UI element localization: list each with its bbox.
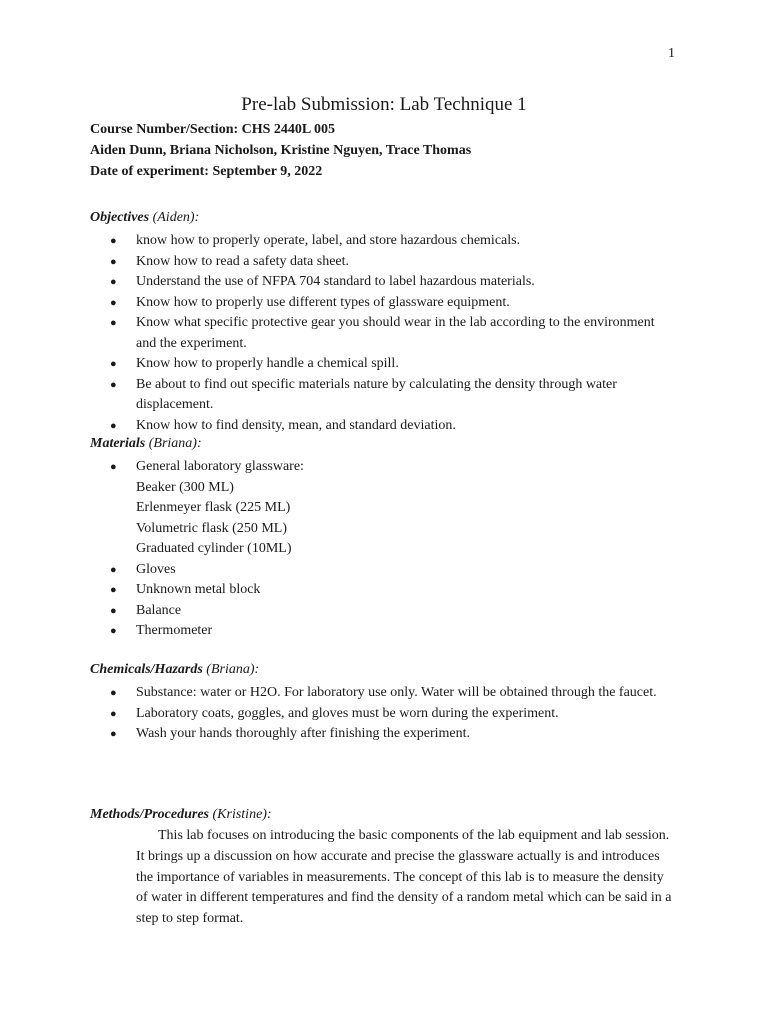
methods-author: (Kristine): (209, 807, 272, 822)
bullet-icon: ● (110, 604, 117, 617)
methods-paragraph: This lab focuses on introducing the basic components of the lab equipment and lab session. It brings up a discussion on how accurate and precise the glassware actually is and introduces the importance of variables in measurements. The concept of this lab is to measure the density of water in different temperatures and find the density of a random metal which can be said in a step to step format. (136, 828, 672, 927)
bullet-icon: ● (110, 255, 117, 268)
list-item: ● know how to properly operate, label, and store hazardous chemicals. (90, 231, 670, 252)
course-line: Course Number/Section: CHS 2440L 005 (90, 122, 335, 137)
list-item: ● Balance (90, 601, 670, 622)
bullet-icon: ● (110, 358, 117, 370)
glassware-item: Beaker (300 ML) (136, 479, 234, 495)
bullet-icon: ● (110, 728, 117, 740)
list-item: ● Know how to find density, mean, and standard deviation. (90, 416, 670, 437)
glassware-item: Erlenmeyer flask (225 ML) (136, 500, 291, 515)
bullet-icon: ● (110, 563, 117, 576)
bullet-icon: ● (110, 419, 117, 432)
materials-list (90, 457, 670, 642)
authors-line: Aiden Dunn, Briana Nicholson, Kristine Nguyen, Trace Thomas (90, 143, 472, 158)
bullet-icon: ● (110, 378, 117, 391)
list-item: ● Understand the use of NFPA 704 standard to label hazardous materials. (90, 272, 670, 293)
list-item: ● Wash your hands thoroughly after finishing the experiment. (90, 724, 670, 745)
bullet-icon: ● (110, 625, 117, 637)
materials-author: (Briana): (145, 436, 202, 451)
list-item: ● Know how to read a safety data sheet. (90, 252, 670, 273)
list-item (90, 457, 670, 560)
methods-label: Methods/Procedures (90, 807, 209, 822)
list-item: ● Know how to properly use different types of glassware equipment. (90, 293, 670, 314)
list-item: ● Substance: water or H2O. For laboratory use only. Water will be obtained through the faucet. (90, 683, 670, 704)
list-item: ● Unknown metal block (90, 580, 670, 601)
bullet-icon: ● (110, 461, 117, 473)
materials-heading (90, 436, 202, 452)
glassware-title: General laboratory glassware: (136, 459, 304, 474)
bullet-icon: ● (110, 276, 117, 288)
list-item: ● Know what specific protective gear you should wear in the lab according to the environment and the experiment. (110, 315, 655, 351)
list-item: ● Know how to properly handle a chemical spill. (90, 354, 670, 375)
chemicals-list (90, 683, 670, 745)
document-title: Pre-lab Submission: Lab Technique 1 (241, 94, 527, 115)
bullet-icon: ● (110, 235, 117, 247)
bullet-icon: ● (110, 687, 117, 699)
date-line: Date of experiment: September 9, 2022 (90, 164, 323, 179)
chemicals-label: Chemicals/Hazards (90, 662, 203, 677)
list-item: ● Thermometer (90, 621, 670, 642)
objectives-list (90, 231, 670, 436)
bullet-icon: ● (110, 707, 117, 720)
bullet-icon: ● (110, 317, 117, 329)
list-item: ● Laboratory coats, goggles, and gloves must be worn during the experiment. (90, 704, 670, 725)
list-item: ● Be about to find out specific materials nature by calculating the density through water displacement. (110, 376, 617, 412)
list-item: ● Gloves (90, 560, 670, 581)
chemicals-author: (Briana): (202, 662, 260, 677)
objectives-heading (90, 210, 199, 226)
objectives-author: (Aiden): (149, 210, 200, 225)
page-number: 1 (668, 46, 675, 61)
glassware-item: Volumetric flask (250 ML) (136, 520, 287, 536)
methods-heading (90, 807, 272, 823)
glassware-item: Graduated cylinder (10ML) (136, 541, 292, 556)
bullet-icon: ● (110, 584, 117, 596)
objectives-label: Objectives (90, 210, 150, 225)
materials-label: Materials (90, 436, 146, 451)
chemicals-heading (90, 662, 259, 678)
bullet-icon: ● (110, 296, 117, 309)
